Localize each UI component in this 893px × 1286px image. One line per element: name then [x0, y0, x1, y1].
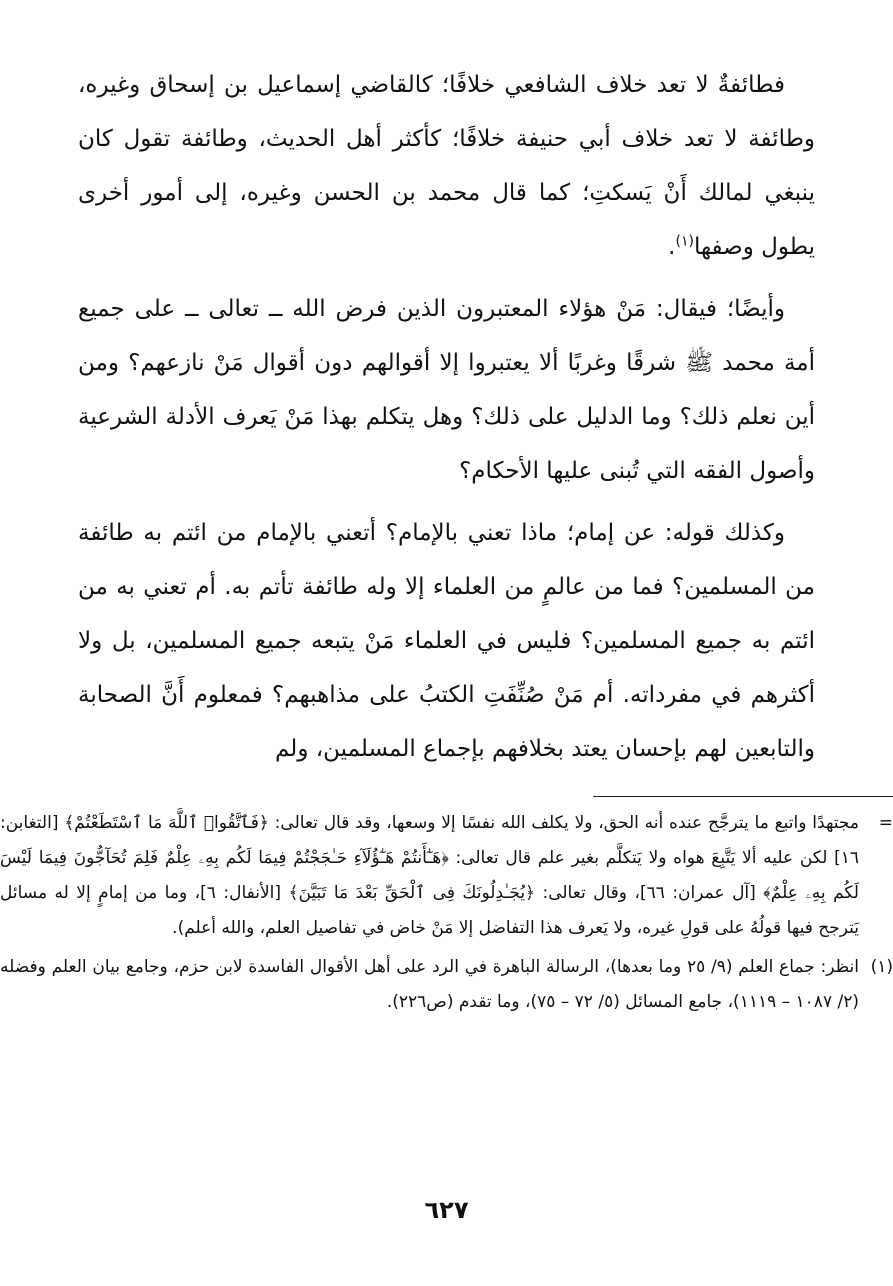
- footnote-continuation: [0, 806, 893, 946]
- paragraph-1: [78, 58, 815, 274]
- paragraph-1-text: فطائفةٌ لا تعد خلاف الشافعي خلافًا؛ كالقاضي إسماعيل بن إسحاق وغيره، وطائفة لا تعد خلاف أبي حنيفة خلافًا؛ كأكثر أهل الحديث، وطائفة تقول كان ينبغي لمالك أَنْ يَسكتِ؛ كما قال محمد بن الحسن وغيره، إلى أمور أخرى يطول وصفها: [78, 72, 815, 260]
- footnotes-section: [0, 806, 893, 1020]
- footnote-separator: [593, 796, 893, 797]
- paragraph-2: وأيضًا؛ فيقال: مَنْ هؤلاء المعتبرون الذين فرض الله ــ تعالى ــ على جميع أمة محمد ﷺ شرقًا وغربًا ألا يعتبروا إلا أقوالهم دون أقوال مَنْ نازعهم؟ ومن أين نعلم ذلك؟ وما الدليل على ذلك؟ وهل يتكلم بهذا مَنْ يَعرف الأدلة الشرعية وأصول الفقه التي تُبنى عليها الأحكام؟: [78, 296, 815, 484]
- page-body: [78, 58, 815, 776]
- footnote-reference[interactable]: (١): [675, 233, 694, 250]
- continuation-mark: =: [878, 813, 893, 833]
- footnote-1-mark: (١): [870, 957, 893, 977]
- continuation-text: مجتهدًا واتبع ما يترجَّح عنده أنه الحق، ولا يكلف الله نفسًا إلا وسعها، وقد قال تعالى: ﴿فَٱتَّقُوا۟ ٱللَّهَ مَا ٱسْتَطَعْتُمْ﴾ [التغابن: ١٦] لكن عليه ألا يَتَّبِعَ هواه ولا يَتكلَّم بغير علم قال تعالى: ﴿هَـٰٓأَنتُمْ هَـٰٓؤُلَآءِ حَـٰجَجْتُمْ فِيمَا لَكُم بِهِۦ عِلْمٌ فَلِمَ تُحَآجُّونَ فِيمَا لَيْسَ لَكُم بِهِۦ عِلْمٌ﴾ [آل عمران: ٦٦]، وقال تعالى: ﴿يُجَـٰدِلُونَكَ فِى ٱلْحَقِّ بَعْدَ مَا تَبَيَّنَ﴾ [الأنفال: ٦]، وما من إمامٍ إلا له مسائل يَترجح فيها قولُهُ على قولِ غيره، ولا يَعرف هذا التفاضل إلا مَنْ خاض في تفاصيل العلم، والله أعلم).: [0, 813, 859, 938]
- footnote-1: [0, 950, 893, 1020]
- paragraph-3: وكذلك قوله: عن إمام؛ ماذا تعني بالإمام؟ أتعني بالإمام من ائتم به طائفة من المسلمين؟ فما من عالمٍ من العلماء إلا وله طائفة تأتم به. أم تعني به من ائتم به جميع المسلمين؟ فليس في العلماء مَنْ يتبعه جميع المسلمين، بل ولا أكثرهم في مفرداته. أم مَنْ صُنِّفَتِ الكتبُ على مذاهبهم؟ فمعلوم أَنَّ الصحابة والتابعين لهم بإحسان يعتد بخلافهم بإجماع المسلمين، ولم: [78, 520, 815, 762]
- footnote-1-text: انظر: جماع العلم (٩/ ٢٥ وما بعدها)، الرسالة الباهرة في الرد على أهل الأقوال الفاسدة لابن حزم، وجامع بيان العلم وفضله (٢/ ١٠٨٧ – ١١١٩)، جامع المسائل (٥/ ٧٢ – ٧٥)، وما تقدم (ص٢٢٦).: [0, 957, 860, 1012]
- page-number: ٦٢٧: [424, 1196, 469, 1224]
- paragraph-1-tail: .: [668, 234, 676, 260]
